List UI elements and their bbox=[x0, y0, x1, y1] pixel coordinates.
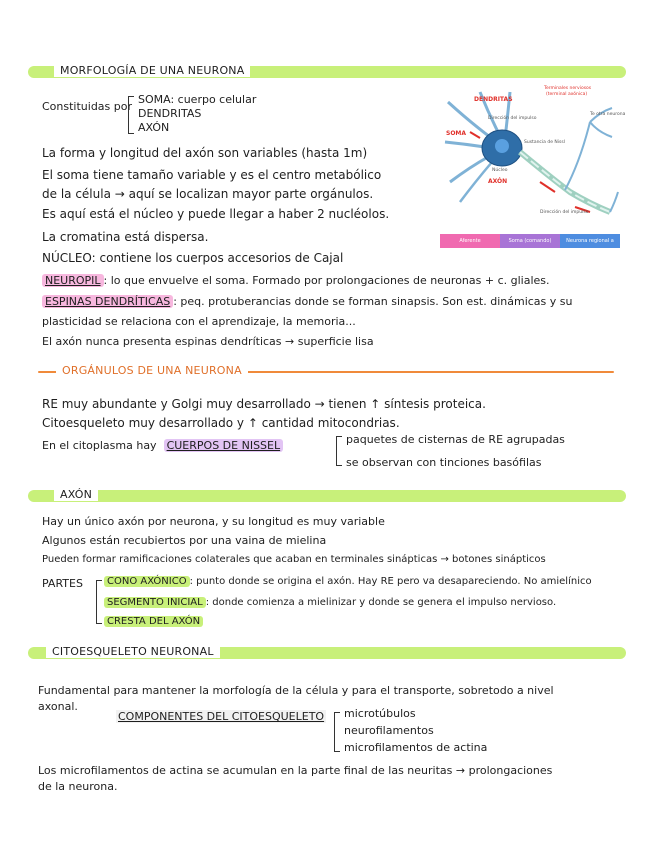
fig-bar-aferente: Aferente bbox=[440, 234, 500, 248]
nissl-line bbox=[42, 439, 283, 453]
partes-label: PARTES bbox=[42, 577, 83, 590]
intro-item: AXÓN bbox=[138, 121, 170, 134]
axon-line: El axón nunca presenta espinas dendríticas → superficie lisa bbox=[42, 335, 374, 348]
parte-line bbox=[104, 615, 203, 629]
intro-item: SOMA: cuerpo celular bbox=[138, 93, 257, 106]
text-line: Pueden formar ramificaciones colaterales que acaban en terminales sinápticas → botones sinápticos bbox=[42, 554, 546, 565]
espinas-text: : peq. protuberancias donde se forman sinapsis. Son est. dinámicas y su bbox=[173, 295, 573, 308]
text-line: Los microfilamentos de actina se acumulan en la parte final de las neuritas → prolongaciones bbox=[38, 764, 553, 777]
intro-brace bbox=[128, 96, 134, 134]
fig-label-terminales: Terminales nerviosos bbox=[544, 86, 592, 91]
parte-term: CONO AXÓNICO bbox=[104, 576, 190, 587]
fig-label-nucleo: Núcleo bbox=[492, 168, 508, 173]
section-title-morfologia: MORFOLOGÍA DE UNA NEURONA bbox=[54, 64, 250, 77]
componentes-term bbox=[116, 710, 326, 724]
text-line: El soma tiene tamaño variable y es el centro metabólico bbox=[42, 168, 382, 182]
componente-item: microtúbulos bbox=[344, 707, 416, 720]
neuron-diagram bbox=[440, 82, 620, 232]
text-line: La cromatina está dispersa. bbox=[42, 230, 209, 244]
text-line: Es aquí está el núcleo y puede llegar a haber 2 nucléolos. bbox=[42, 207, 390, 221]
fig-label-soma: SOMA bbox=[446, 130, 467, 137]
text-line: de la célula → aquí se localizan mayor parte orgánulos. bbox=[42, 187, 374, 201]
parte-term: SEGMENTO INICIAL bbox=[104, 597, 206, 608]
intro-label: Constituidas por bbox=[42, 100, 133, 113]
parte-text: : punto donde se origina el axón. Hay RE pero va desapareciendo. No amielínico bbox=[189, 576, 592, 587]
parte-term: CRESTA DEL AXÓN bbox=[104, 616, 203, 627]
parte-line bbox=[104, 575, 592, 589]
fig-label-terminales-sub: (terminal axónica) bbox=[546, 92, 588, 97]
text-line: de la neurona. bbox=[38, 780, 118, 793]
fig-label-dir1: Dirección del impulso bbox=[488, 116, 537, 121]
text-line: Hay un único axón por neurona, y su longitud es muy variable bbox=[42, 515, 385, 528]
text-line: La forma y longitud del axón son variables (hasta 1m) bbox=[42, 146, 368, 160]
partes-brace bbox=[96, 580, 102, 624]
componente-item: neurofilamentos bbox=[344, 724, 434, 737]
neuropil-line bbox=[42, 274, 550, 288]
neuron-figure bbox=[440, 82, 626, 258]
nissl-prefix: En el citoplasma hay bbox=[42, 439, 157, 452]
componente-item: microfilamentos de actina bbox=[344, 741, 488, 754]
parte-line bbox=[104, 596, 556, 610]
espinas-line-2: plasticidad se relaciona con el aprendizaje, la memoria... bbox=[42, 315, 356, 328]
fig-label-otra-neurona: Te otra neurona bbox=[590, 112, 626, 117]
componentes-brace bbox=[334, 712, 340, 752]
neuropil-term: NEUROPIL bbox=[42, 274, 104, 287]
parte-text: : donde comienza a mielinizar y donde se genera el impulso nervioso. bbox=[205, 597, 557, 608]
text-line: Algunos están recubiertos por una vaina de mielina bbox=[42, 534, 327, 547]
componentes-label: COMPONENTES DEL CITOESQUELETO bbox=[118, 710, 325, 723]
section-bar-axon bbox=[28, 490, 626, 502]
fig-label-dendritas: DENDRITAS bbox=[474, 96, 513, 103]
text-line: RE muy abundante y Golgi muy desarrollado → tienen ↑ síntesis proteica. bbox=[42, 397, 486, 411]
nissl-item: paquetes de cisternas de RE agrupadas bbox=[346, 433, 565, 446]
nissl-item: se observan con tinciones basófilas bbox=[346, 456, 542, 469]
text-line: Fundamental para mantener la morfología de la célula y para el transporte, sobretodo a nivel bbox=[38, 684, 554, 697]
fig-bar-soma: Soma (comando) bbox=[500, 234, 560, 248]
espinas-term: ESPINAS DENDRÍTICAS bbox=[42, 295, 173, 308]
section-title-citoesqueleto: CITOESQUELETO NEURONAL bbox=[46, 645, 220, 658]
nissl-brace bbox=[336, 436, 342, 466]
text-line: NÚCLEO: contiene los cuerpos accesorios de Cajal bbox=[42, 251, 344, 265]
espinas-line bbox=[42, 295, 572, 309]
text-line: Citoesqueleto muy desarrollado y ↑ cantidad mitocondrias. bbox=[42, 416, 400, 430]
fig-label-dir2: Dirección del impulso bbox=[540, 210, 589, 215]
fig-bar-neurona: Neurona regional a célula neurona bbox=[560, 234, 620, 248]
intro-item: DENDRITAS bbox=[138, 107, 202, 120]
neuropil-text: : lo que envuelve el soma. Formado por prolongaciones de neuronas + c. gliales. bbox=[103, 274, 550, 287]
section-title-axon: AXÓN bbox=[54, 488, 98, 501]
text-line: axonal. bbox=[38, 700, 78, 713]
section-title-organulos: ORGÁNULOS DE UNA NEURONA bbox=[56, 364, 248, 377]
fig-label-sustancia: Sustancia de Nissl bbox=[524, 140, 565, 145]
fig-label-axon: AXÓN bbox=[488, 178, 508, 185]
nissl-term: CUERPOS DE NISSEL bbox=[164, 439, 284, 452]
